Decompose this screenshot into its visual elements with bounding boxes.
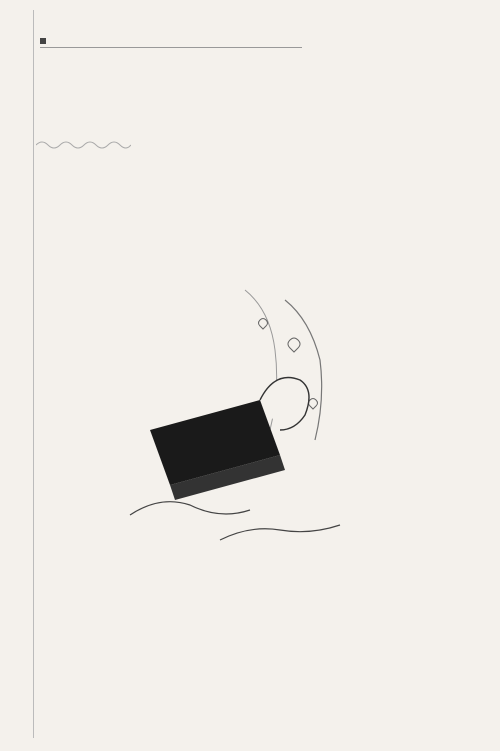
square-bullet-icon xyxy=(40,38,46,44)
column-title xyxy=(4,28,26,48)
body-column-2 xyxy=(125,161,213,281)
body-column-2-lower xyxy=(125,566,213,716)
illustration-hands-stamp xyxy=(110,280,360,562)
vertical-rule xyxy=(33,10,34,738)
footer-left xyxy=(4,650,34,746)
body-column-4 xyxy=(347,12,487,712)
footer-bar xyxy=(36,735,496,745)
byline xyxy=(40,37,302,48)
decorative-wave xyxy=(36,137,131,153)
intro-paragraph xyxy=(55,48,300,144)
body-column-1 xyxy=(36,154,118,719)
body-column-3 xyxy=(252,566,338,716)
